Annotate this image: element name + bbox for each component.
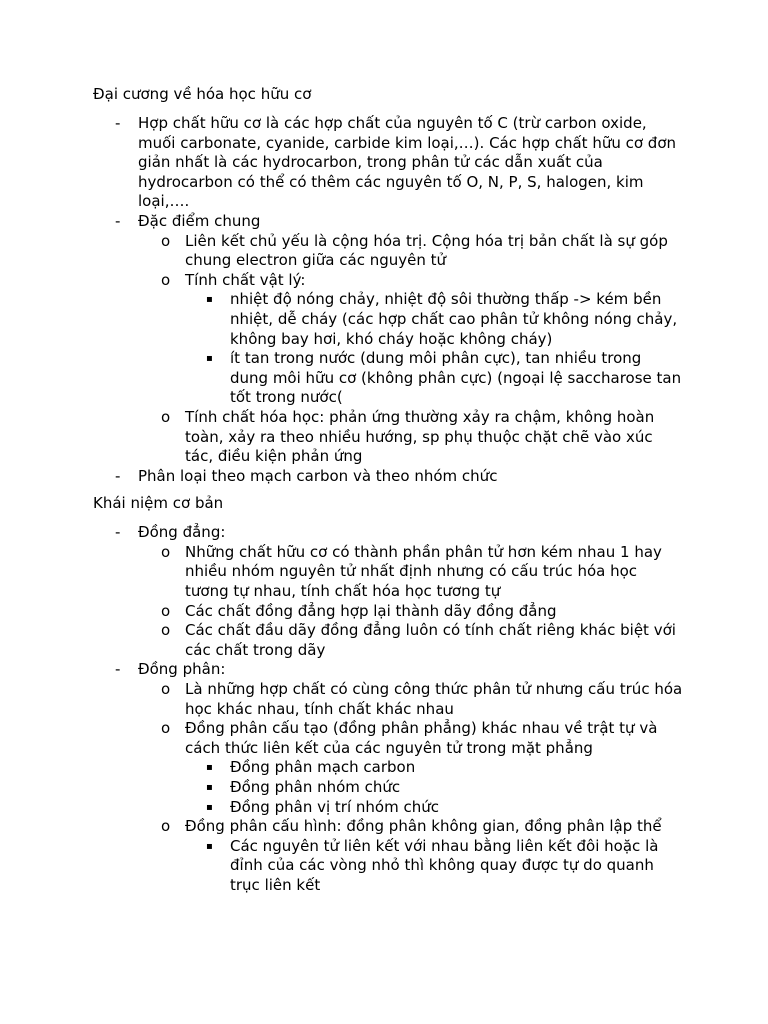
sub-sub-list — [185, 837, 683, 896]
list-item-text: Tính chất vật lý: — [185, 270, 306, 289]
circle-bullet: o — [161, 407, 171, 426]
list-item-text: Đồng đẳng: — [138, 523, 226, 542]
sub-list-item — [93, 602, 683, 622]
sub-list — [93, 543, 683, 661]
list-item-text: ít tan trong nước (dung môi phân cực), tan nhiều trong dung môi hữu cơ (không phân cực) (ngoại lệ saccharose tan tốt trong nước( — [230, 349, 682, 407]
circle-bullet: o — [161, 231, 171, 250]
sub-sub-list-item — [93, 798, 683, 818]
square-bullet: ▪ — [206, 762, 213, 774]
sub-list-item — [93, 719, 683, 817]
section-heading: Khái niệm cơ bản — [93, 494, 224, 513]
list-item-text: Các chất đồng đẳng hợp lại thành dãy đồng đẳng — [185, 601, 557, 620]
list-item-text: Đồng phân mạch carbon — [230, 758, 416, 777]
sub-sub-list-item — [93, 778, 683, 798]
sub-sub-list-item — [93, 349, 683, 408]
circle-bullet: o — [161, 680, 171, 699]
sub-list-item — [93, 408, 683, 467]
list-item-text: Đặc điểm chung — [138, 211, 261, 230]
square-bullet: ▪ — [206, 353, 213, 365]
list-item-text: Đồng phân vị trí nhóm chức — [230, 797, 439, 816]
circle-bullet: o — [161, 817, 171, 836]
dash-bullet: - — [115, 660, 121, 679]
list-item-text: Hợp chất hữu cơ là các hợp chất của nguyên tố C (trừ carbon oxide, muối carbonate, cyanide, carbide kim loại,…). Các hợp chất hữu cơ đơn giản nhất là các hydrocarbon, trong phân tử các dẫn xuất của hydrocarbon có thể có thêm các nguyên tố O, N, P, S, halogen, kim loại,…. — [138, 114, 677, 211]
list-item — [93, 660, 683, 895]
sub-list-item — [93, 817, 683, 895]
sub-list-item — [93, 271, 683, 408]
list-item-text: Tính chất hóa học: phản ứng thường xảy ra chậm, không hoàn toàn, xảy ra theo nhiều hướng, sp phụ thuộc chặt chẽ vào xúc tác, điều kiện phản ứng — [185, 407, 655, 466]
list-item — [93, 523, 683, 660]
sub-sub-list — [185, 758, 683, 817]
list-item-text: Đồng phân cấu hình: đồng phân không gian, đồng phân lập thể — [185, 817, 662, 836]
square-bullet: ▪ — [206, 801, 213, 813]
dash-bullet: - — [115, 211, 121, 230]
list-item-text: Liên kết chủ yếu là cộng hóa trị. Cộng hóa trị bản chất là sự góp chung electron giữa các nguyên tử — [185, 231, 668, 270]
dash-bullet: - — [115, 466, 121, 485]
circle-bullet: o — [161, 542, 171, 561]
section-spacer — [93, 486, 693, 494]
section-heading: Đại cương về hóa học hữu cơ — [93, 85, 312, 103]
sub-list-item — [93, 680, 683, 719]
list-item-text: Các chất đầu dãy đồng đẳng luôn có tính chất riêng khác biệt với các chất trong dãy — [185, 621, 676, 659]
square-bullet: ▪ — [206, 294, 213, 306]
list-item-text: Đồng phân: — [138, 660, 226, 679]
list-item-text: Đồng phân cấu tạo (đồng phân phẳng) khác nhau về trật tự và cách thức liên kết của các nguyên tử trong mặt phẳng — [185, 719, 658, 757]
list-item — [93, 467, 683, 487]
dash-bullet: - — [115, 523, 121, 542]
document-page — [93, 85, 693, 896]
sub-list — [93, 232, 683, 467]
list-item-text: Các nguyên tử liên kết với nhau bằng liên kết đôi hoặc là đỉnh của các vòng nhỏ thì không quay được tự do quanh trục liên kết — [230, 836, 659, 894]
bullet-list — [93, 114, 693, 486]
dash-bullet: - — [115, 114, 121, 132]
sub-sub-list-item — [93, 837, 683, 896]
list-item — [93, 212, 683, 467]
list-item-text: nhiệt độ nóng chảy, nhiệt độ sôi thường thấp -> kém bền nhiệt, dễ cháy (các hợp chất cao phân tử không nóng chảy, không bay hơi, khó cháy hoặc không cháy) — [230, 290, 678, 348]
sub-sub-list-item — [93, 290, 683, 349]
sub-sub-list-item — [93, 758, 683, 778]
sub-sub-list — [185, 290, 683, 408]
bullet-list — [93, 523, 693, 895]
circle-bullet: o — [161, 270, 171, 289]
square-bullet: ▪ — [206, 840, 213, 852]
list-item-text: Đồng phân nhóm chức — [230, 778, 401, 796]
sub-list-item — [93, 232, 683, 271]
list-item-text: Phân loại theo mạch carbon và theo nhóm chức — [138, 466, 498, 485]
sub-list-item — [93, 621, 683, 660]
sub-list — [93, 680, 683, 896]
list-item-text: Là những hợp chất có cùng công thức phân tử nhưng cấu trúc hóa học khác nhau, tính chất khác nhau — [185, 680, 683, 718]
circle-bullet: o — [161, 719, 171, 738]
sub-list-item — [93, 543, 683, 602]
circle-bullet: o — [161, 601, 171, 620]
circle-bullet: o — [161, 621, 171, 640]
list-item — [93, 114, 683, 212]
square-bullet: ▪ — [206, 782, 213, 793]
list-item-text: Những chất hữu cơ có thành phần phân tử hơn kém nhau 1 hay nhiều nhóm nguyên tử nhất định nhưng có cấu trúc hóa học tương tự nhau, tính chất hóa học tương tự — [185, 542, 662, 601]
